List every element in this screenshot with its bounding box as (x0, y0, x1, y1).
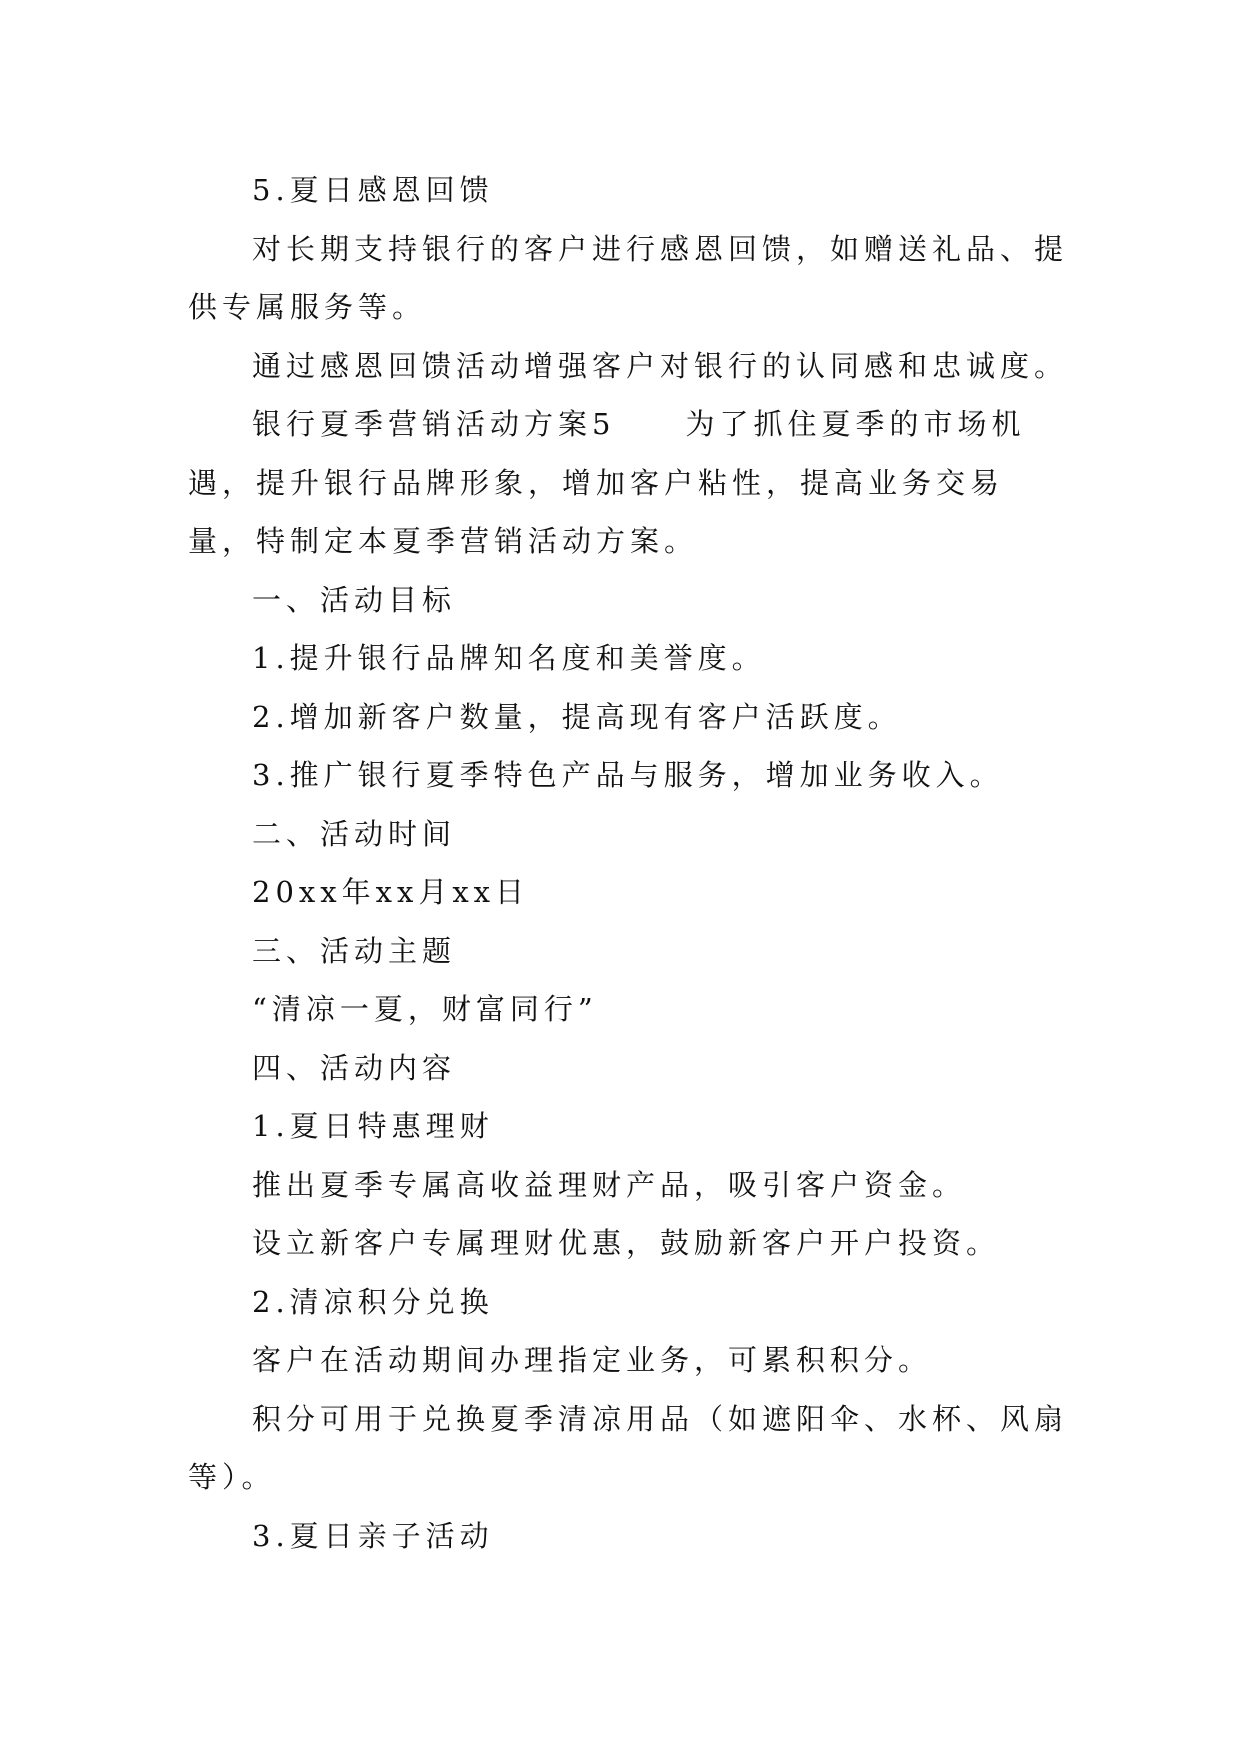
paragraph: 积分可用于兑换夏季清凉用品（如遮阳伞、水杯、风扇等）。 (188, 1401, 1069, 1494)
list-item: 1.提升银行品牌知名度和美誉度。 (252, 641, 766, 675)
section-heading: 二、活动时间 (252, 816, 457, 851)
subsection-heading: 2.清凉积分兑换 (252, 1284, 494, 1319)
list-item: 2.增加新客户数量，提高现有客户活跃度。 (252, 699, 902, 734)
section-heading: 5.夏日感恩回馈 (252, 173, 494, 207)
section-heading: 四、活动内容 (252, 1050, 457, 1085)
paragraph: 设立新客户专属理财优惠，鼓励新客户开户投资。 (252, 1226, 1001, 1260)
paragraph: 通过感恩回馈活动增强客户对银行的认同感和忠诚度。 (252, 348, 1069, 383)
paragraph: 推出夏季专属高收益理财产品，吸引客户资金。 (252, 1167, 967, 1202)
paragraph: “清凉一夏，财富同行” (252, 992, 598, 1026)
subsection-heading: 3.夏日亲子活动 (252, 1518, 494, 1553)
paragraph: 对长期支持银行的客户进行感恩回馈，如赠送礼品、提供专属服务等。 (188, 231, 1069, 324)
paragraph: 20xx年xx月xx日 (252, 875, 530, 909)
list-item: 3.推广银行夏季特色产品与服务，增加业务收入。 (252, 758, 1004, 792)
document-body (188, 161, 1068, 1565)
plan-title: 银行夏季营销活动方案5 (252, 407, 616, 441)
section-heading: 一、活动目标 (252, 582, 457, 617)
paragraph: 客户在活动期间办理指定业务，可累积积分。 (252, 1343, 933, 1377)
plan-intro-paragraph (188, 395, 1068, 571)
subsection-heading: 1.夏日特惠理财 (252, 1109, 494, 1143)
plan-intro-text: 为了抓住夏季的市场机遇，提升银行品牌形象，增加客户粘性，提高业务交易量，特制定本夏季营销活动方案。 (188, 407, 1026, 558)
section-heading: 三、活动主题 (252, 933, 457, 968)
